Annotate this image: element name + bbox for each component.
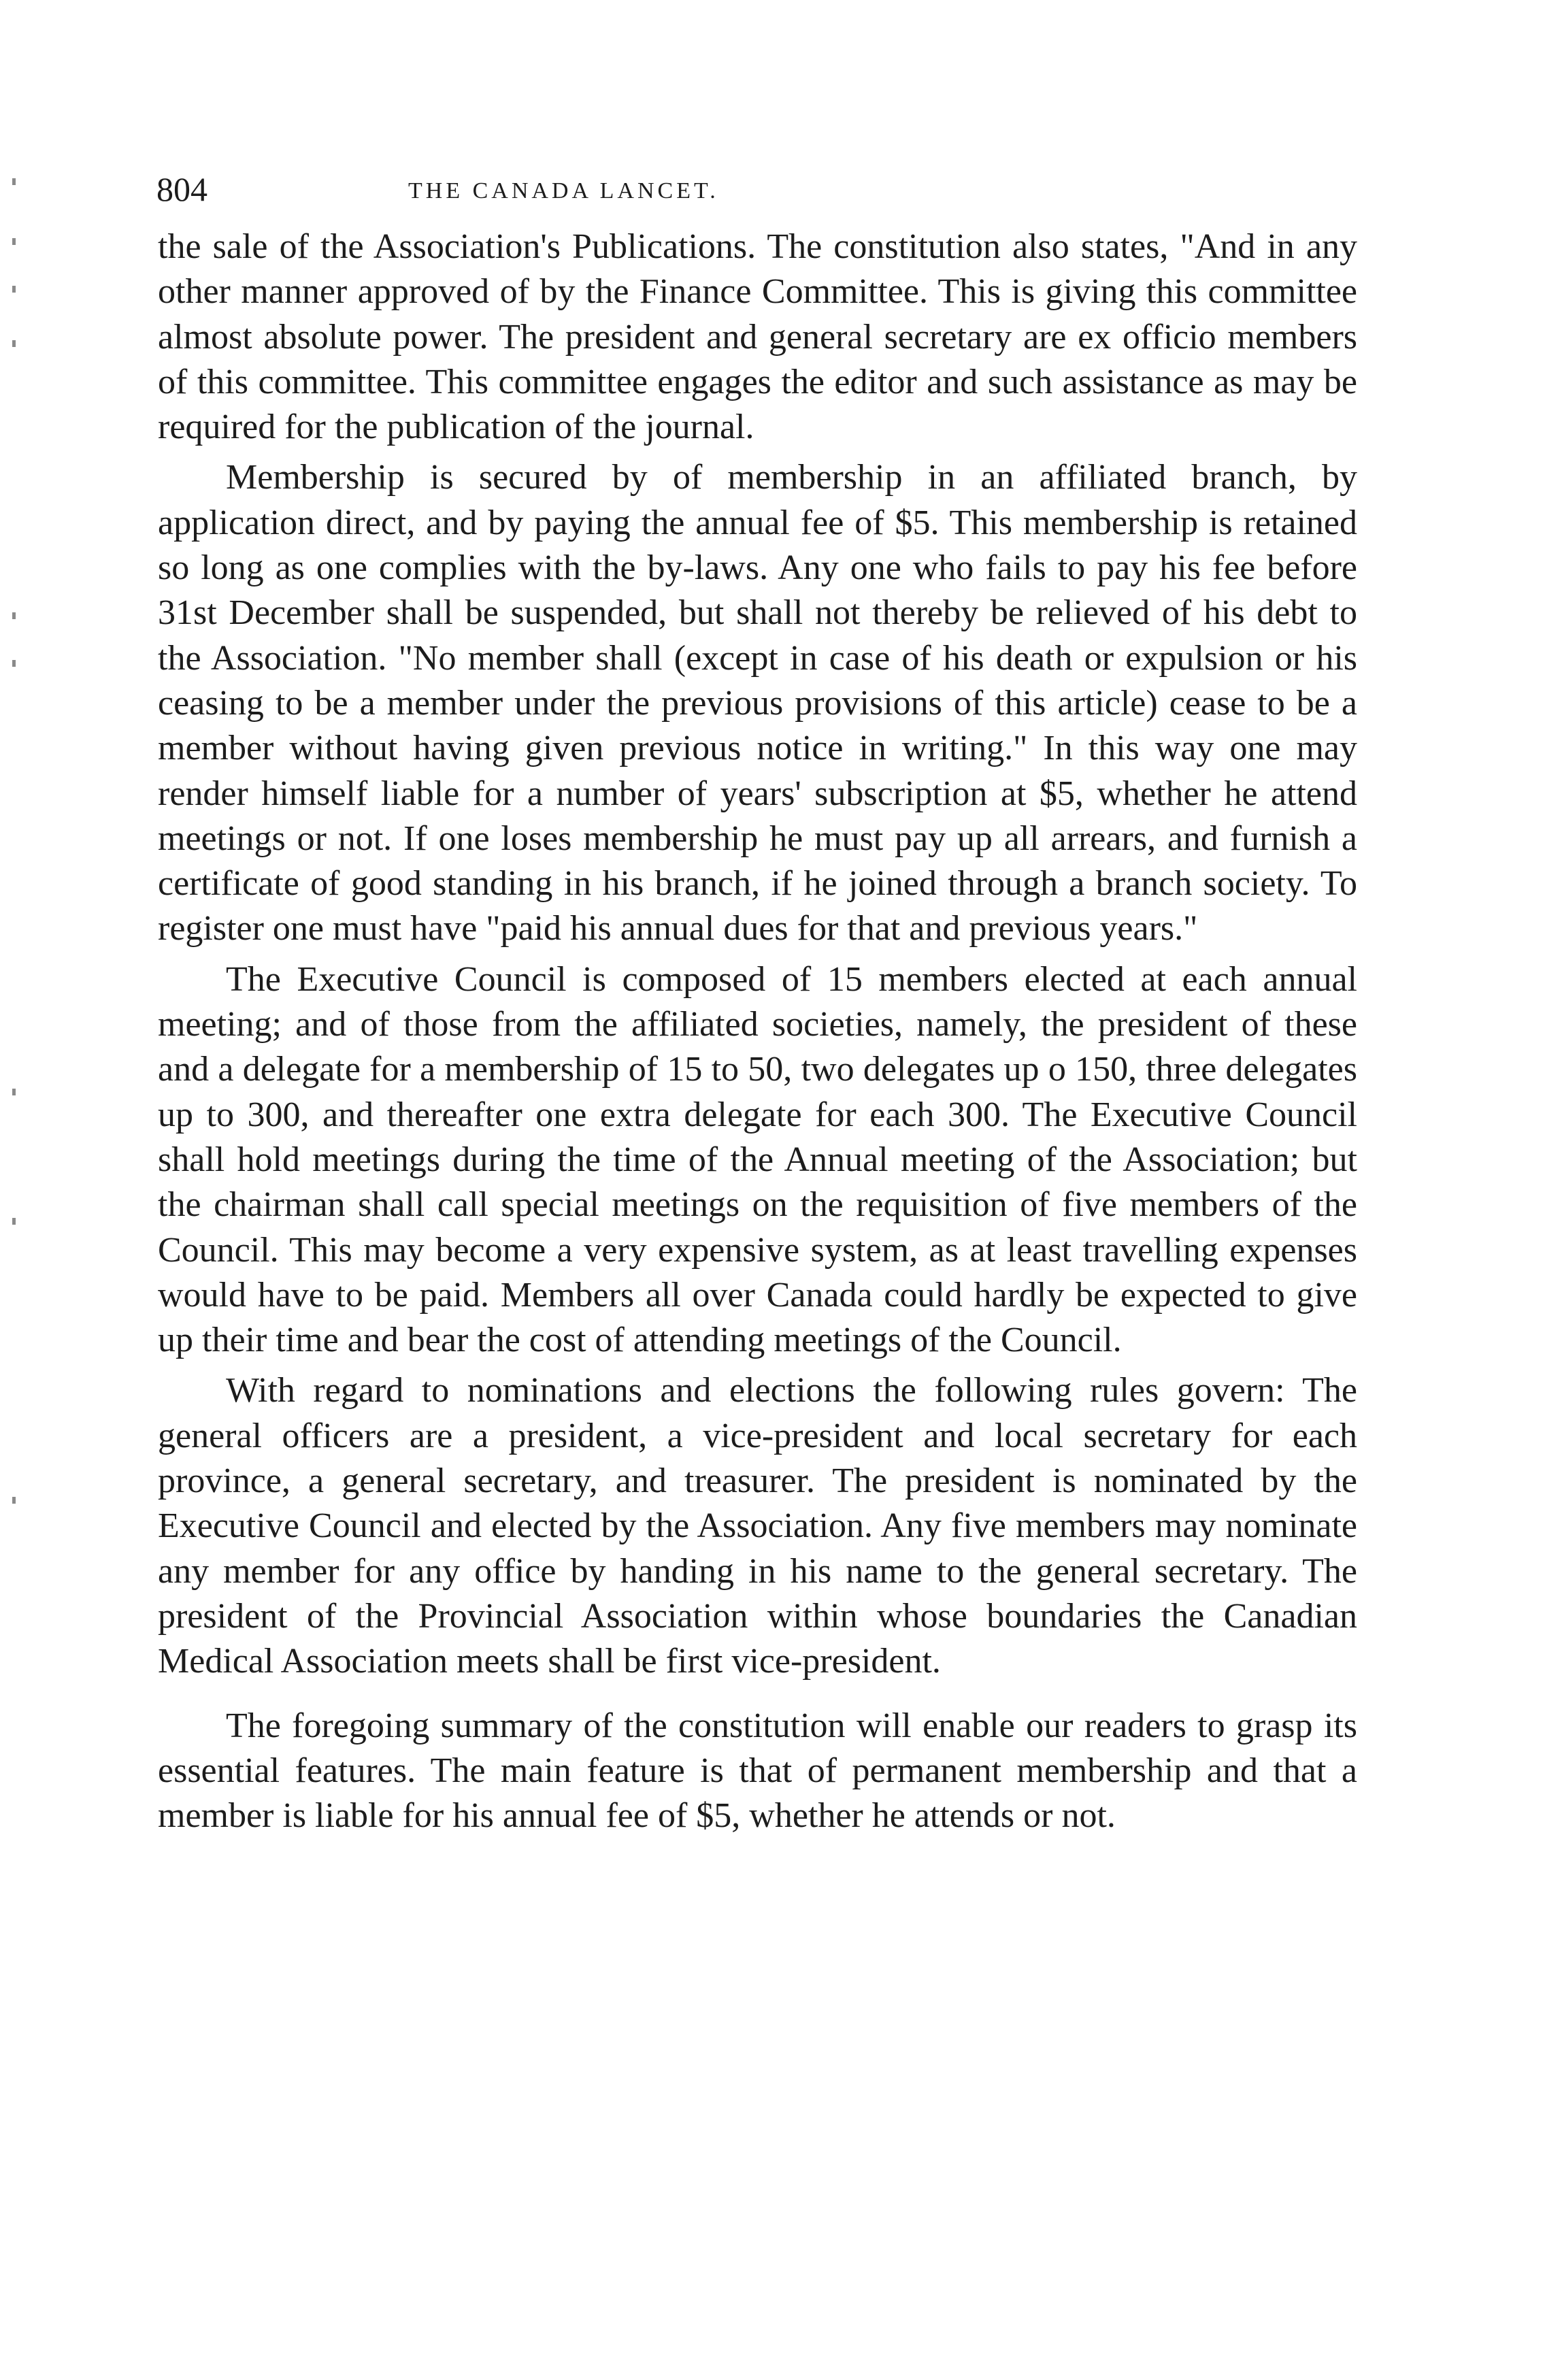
running-head: THE CANADA LANCET. <box>408 178 719 203</box>
margin-mark <box>12 1218 16 1225</box>
paragraph-membership: Membership is secured by of membership in an affiliated branch, by application direct, and by paying the annual fee of $5. This membership is retained so long as one complies with the by-laws. Any one who fails to pay his fee before 31st December shall be suspended, but shall not thereby be relieved of his debt to the Association. "No member shall (except in case of his death or expulsion or his ceasing to be a member under the previous provisions of this article) cease to be a member without having given previous notice in writing." In this way one may render himself liable for a number of years' subscription at $5, whether he attend meetings or not. If one loses membership he must pay up all arrears, and furnish a certificate of good standing in his branch, if he joined through a branch society. To register one must have "paid his annual dues for that and previous years." <box>158 458 1357 948</box>
margin-mark <box>12 340 16 347</box>
paragraph-continued: the sale of the Association's Publications. The constitution also states, "And in any other manner approved of by the Finance Committee. This is giving this committee almost absolute power. The president and general secretary are ex officio members of this committee. This committee engages the editor and such assistance as may be required for the publication of the journal. <box>158 227 1357 447</box>
page-number: 804 <box>156 170 207 208</box>
margin-mark <box>12 660 16 667</box>
paragraph-summary: The foregoing summary of the constitution will enable our readers to grasp its essential features. The main feature is that of permanent membership and that a member is liable for his annual fee of $5, whether he attends or not. <box>158 1706 1357 1836</box>
margin-mark <box>12 1497 16 1504</box>
text-column <box>158 225 1357 1838</box>
margin-mark <box>12 178 16 185</box>
margin-mark <box>12 238 16 245</box>
margin-mark <box>12 1089 16 1095</box>
paragraph-nominations: With regard to nominations and elections the following rules govern: The general officers are a president, a vice-president and local secretary for each province, a general secretary, and treasurer. The president is nominated by the Executive Council and elected by the Association. Any five members may nominate any member for any office by handing in his name to the general secretary. The president of the Provincial Association within whose boundaries the Canadian Medical Association meets shall be first vice-president. <box>158 1371 1357 1681</box>
paragraph-executive-council: The Executive Council is composed of 15 members elected at each annual meeting; and of those from the affiliated societies, namely, the president of these and a delegate for a membership of 15 to 50, two delegates up o 150, three delegates up to 300, and thereafter one extra delegate for each 300. The Executive Council shall hold meetings during the time of the Annual meeting of the Association; but the chairman shall call special meetings on the requisition of five members of the Council. This may become a very expensive system, as at least travelling expenses would have to be paid. Members all over Canada could hardly be expected to give up their time and bear the cost of attending meetings of the Council. <box>158 959 1357 1360</box>
margin-mark <box>12 612 16 619</box>
margin-mark <box>12 286 16 293</box>
